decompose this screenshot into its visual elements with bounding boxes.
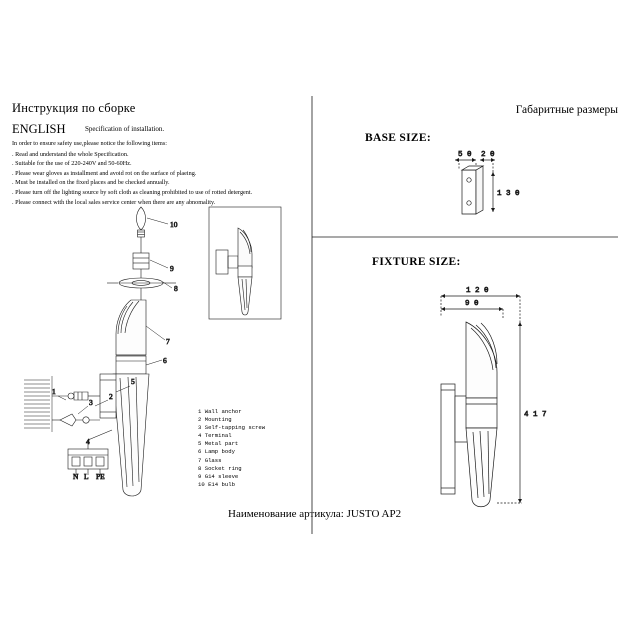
part-lamp-body (116, 356, 146, 374)
language-label: ENGLISH (12, 122, 66, 136)
instruction-item: . Read and understand the whole Specification. (12, 150, 302, 160)
legend-name: Metal part (204, 440, 239, 448)
preview-lamp (216, 228, 252, 315)
part-metal-bracket (100, 374, 116, 418)
article-name-label: Наименование артикула: JUSTO AP2 (228, 508, 402, 520)
part-sleeve (133, 253, 149, 278)
legend-name: Glass (204, 456, 222, 464)
legend-name: Mounting (204, 416, 232, 424)
callout-3: 3 (89, 398, 93, 407)
legend-num: 4 (198, 432, 202, 440)
instruction-item: . Suitable for the use of 220-240V and 50-60Hz. (12, 159, 302, 169)
terminal-label-pe: PE (96, 472, 105, 481)
callout-6: 6 (163, 356, 167, 365)
legend-name: Terminal (204, 432, 232, 440)
part-terminal-block (68, 430, 112, 475)
callout-7: 7 (166, 337, 170, 346)
callout-4: 4 (86, 437, 90, 446)
callout-9: 9 (170, 264, 174, 273)
legend-num: 8 (198, 464, 202, 472)
legend-name: E14 bulb (208, 480, 235, 488)
instruction-lead: In order to ensure safety use,please notice the following items: (12, 140, 167, 147)
legend-num: 3 (198, 424, 202, 432)
callout-8: 8 (174, 284, 178, 293)
fixture-projection-dim: 1 2 0 (466, 287, 489, 295)
callout-1: 1 (52, 387, 56, 396)
terminal-label-n: N (73, 472, 79, 481)
base-size-title: BASE SIZE: (365, 132, 431, 144)
part-glass (116, 300, 146, 355)
fixture-size-title: FIXTURE SIZE: (372, 256, 461, 268)
assembly-title: Инструкция по сборке (12, 101, 136, 115)
part-wall-anchor (52, 392, 100, 426)
legend-name: G14 sleeve (204, 472, 239, 480)
base-height-dim: 1 3 0 (497, 190, 520, 198)
legend-name: Wall anchor (204, 408, 242, 415)
specification-label: Specification of installation. (85, 125, 165, 133)
wall-hatch (22, 374, 52, 434)
base-width-dim: 5 0 (458, 151, 472, 159)
callout-10: 10 (170, 220, 178, 229)
overall-dimensions-title: Габаритные размеры (515, 104, 618, 116)
legend-num: 1 (198, 408, 202, 415)
legend-name: Lamp body (204, 448, 235, 456)
legend-name: Socket ring (204, 464, 242, 472)
legend-num: 6 (198, 448, 202, 456)
instruction-item: . Must be installed on the fixed places and be checked annually. (12, 178, 302, 188)
legend-num: 7 (198, 456, 202, 464)
fixture-inner-dim: 9 0 (465, 300, 479, 308)
part-socket-ring (107, 278, 176, 302)
legend-num: 9 (198, 472, 202, 480)
instruction-item: . Please connect with the local sales service center when there are any abnomality. (12, 198, 302, 208)
legend-name: Self-tapping screw (204, 424, 266, 432)
part-lower-shade (113, 374, 149, 496)
base-depth-dim: 2 0 (481, 151, 495, 159)
legend-num: 5 (198, 440, 202, 448)
fixture-size-drawing (441, 294, 522, 507)
instruction-item: . Please wear gloves as installment and avoid rot on the surface of plaeing. (12, 169, 302, 179)
callout-2: 2 (109, 392, 113, 401)
fixture-height-dim: 4 1 7 (524, 411, 547, 419)
legend-num: 2 (198, 416, 202, 424)
base-size-drawing (455, 158, 495, 214)
legend-num: 10 (198, 480, 205, 488)
terminal-label-l: L (84, 472, 89, 481)
instruction-item: . Please turn off the lighting source by soft cloth as cleaning prohibited to use of rotted detergent. (12, 188, 302, 198)
part-bulb (137, 207, 146, 253)
callout-5: 5 (131, 377, 135, 386)
